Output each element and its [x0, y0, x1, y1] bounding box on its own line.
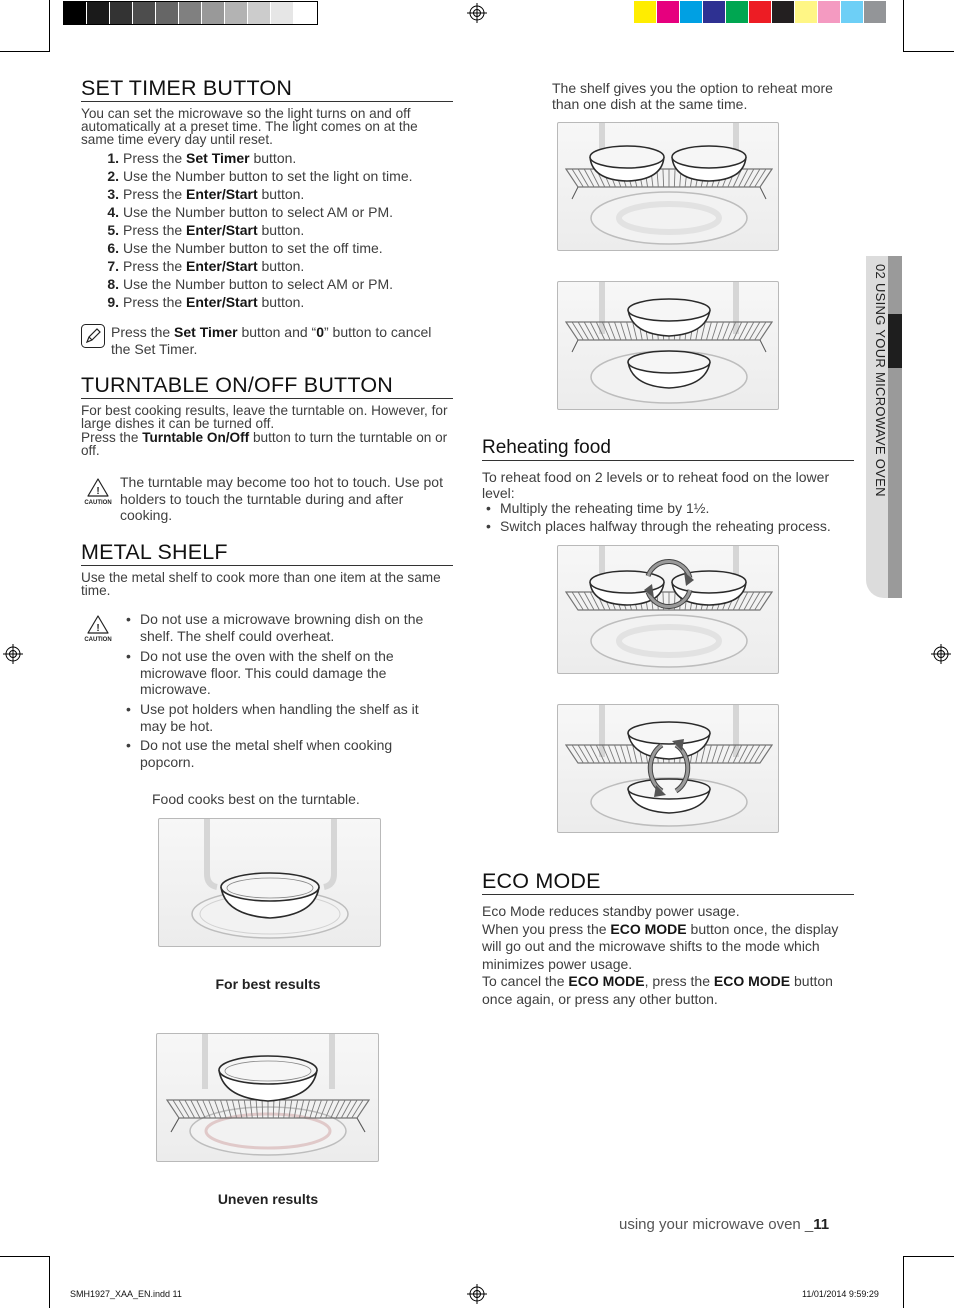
page-number: 11	[813, 1216, 830, 1233]
crop-mark	[49, 0, 50, 52]
registration-mark-icon	[467, 1284, 487, 1304]
color-swatch	[726, 1, 749, 23]
color-swatch	[156, 2, 179, 24]
shelf-bullet: • Do not use a microwave browning dish on the shelf. The shelf could overheat.	[126, 611, 424, 644]
step-text: Press the	[123, 186, 187, 202]
timer-step	[100, 276, 393, 292]
turntable-para1: For best cooking results, leave the turntable on. However, for large dishes it can be turned off.	[81, 403, 448, 431]
color-swatch-bar	[634, 1, 887, 23]
step-text: Use the Number button to select AM or PM.	[123, 204, 394, 220]
step-number: 4.	[107, 204, 119, 220]
eco-mode-line2: When you press the ECO MODE button once, the display will go out and the microwave shifts to the mode which minimizes power usage.	[482, 920, 839, 972]
color-swatch	[772, 1, 795, 23]
crop-mark	[904, 51, 954, 52]
step-text: Use the Number button to set the light on time.	[123, 168, 413, 184]
switch-levels-image	[558, 705, 780, 834]
crop-mark	[904, 1256, 954, 1257]
shelf-and-turntable-dishes-image	[558, 282, 780, 411]
heading-rule	[81, 101, 453, 102]
color-swatch	[657, 1, 680, 23]
eco-mode-heading: ECO MODE	[482, 869, 601, 893]
grayscale-swatch-bar	[63, 1, 318, 25]
step-text: button.	[249, 150, 297, 166]
step-number: 5.	[107, 222, 119, 238]
step-text: Press the	[123, 294, 187, 310]
step-button-name: Enter/Start	[186, 258, 258, 274]
timer-step	[100, 222, 304, 238]
switch-two-dishes-image	[558, 546, 780, 675]
color-swatch	[202, 2, 225, 24]
turntable-heading: TURNTABLE ON/OFF BUTTON	[81, 373, 393, 397]
crop-mark	[903, 1256, 904, 1308]
switch-levels-illustration	[557, 704, 779, 833]
caution-label: CAUTION	[84, 500, 112, 506]
two-dishes-on-shelf-illustration	[557, 122, 779, 251]
color-swatch	[64, 2, 87, 24]
print-file-name: SMH1927_XAA_EN.indd 11	[70, 1289, 182, 1299]
metal-shelf-intro: Use the metal shelf to cook more than one item at the same time.	[81, 570, 441, 598]
print-date: 11/01/2014 9:59:29	[802, 1289, 879, 1299]
timer-step	[100, 150, 296, 166]
timer-step	[100, 240, 383, 256]
heading-rule	[81, 398, 453, 399]
color-swatch	[110, 2, 133, 24]
color-swatch	[680, 1, 703, 23]
reheating-bullet: • Switch places halfway through the reheating process.	[486, 518, 831, 534]
step-text: button.	[257, 186, 305, 202]
best-results-illustration	[158, 818, 381, 947]
color-swatch	[248, 2, 271, 24]
dish-on-shelf-and-turntable-illustration	[557, 281, 779, 410]
registration-mark-icon	[467, 3, 487, 23]
color-swatch	[864, 1, 887, 23]
food-cooks-caption: Food cooks best on the turntable.	[152, 791, 360, 807]
heading-rule	[482, 894, 854, 895]
registration-mark-icon	[931, 644, 951, 664]
svg-text:!: !	[96, 486, 100, 497]
caution-warning-icon	[82, 615, 114, 637]
step-number: 8.	[107, 276, 119, 292]
eco-mode-body	[482, 903, 854, 1009]
section-side-tab	[866, 256, 902, 598]
color-swatch	[749, 1, 772, 23]
timer-step	[100, 294, 304, 310]
side-tab-marker	[888, 314, 902, 368]
step-text: button.	[257, 294, 305, 310]
heading-rule	[482, 460, 854, 461]
color-swatch	[294, 2, 317, 24]
step-text: Press the	[123, 222, 187, 238]
timer-step	[100, 168, 413, 184]
step-text: button.	[257, 258, 305, 274]
color-swatch	[87, 2, 110, 24]
color-swatch	[179, 2, 202, 24]
metal-shelf-heading: METAL SHELF	[81, 540, 228, 564]
color-swatch	[133, 2, 156, 24]
reheating-heading: Reheating food	[482, 437, 611, 458]
color-swatch	[818, 1, 841, 23]
turntable-dish-image	[159, 819, 382, 948]
step-text: Use the Number button to select AM or PM.	[123, 276, 394, 292]
color-swatch	[703, 1, 726, 23]
registration-mark-icon	[3, 644, 23, 664]
reheating-intro: To reheat food on 2 levels or to reheat food on the lower level:	[482, 469, 830, 501]
set-timer-note: Press the Set Timer button and “0” button to cancel the Set Timer.	[111, 324, 432, 357]
step-number: 9.	[107, 294, 119, 310]
best-results-caption: For best results	[215, 976, 321, 992]
shelf-bullet: • Do not use the metal shelf when cooking popcorn.	[126, 737, 393, 770]
turntable-para2: Press the Turntable On/Off button to turn the turntable on or off.	[81, 430, 448, 458]
set-timer-intro: You can set the microwave so the light turns on and off automatically at a preset time. The light comes on at the same time every day until reset.	[81, 106, 418, 147]
step-text: button.	[257, 222, 305, 238]
heading-rule	[81, 565, 453, 566]
step-button-name: Set Timer	[186, 150, 250, 166]
crop-mark	[0, 1256, 50, 1257]
step-text: Press the	[123, 150, 187, 166]
color-swatch	[795, 1, 818, 23]
caution-warning-icon	[82, 478, 114, 500]
note-pencil-icon	[81, 324, 105, 348]
uneven-results-illustration	[156, 1033, 379, 1162]
side-tab-bar	[888, 256, 902, 598]
crop-mark	[0, 51, 50, 52]
step-number: 1.	[107, 150, 119, 166]
shelf-dish-image	[157, 1034, 380, 1163]
color-swatch	[271, 2, 294, 24]
reheating-bullet: • Multiply the reheating time by 1½.	[486, 500, 710, 516]
shelf-bullet: • Use pot holders when handling the shelf as it may be hot.	[126, 701, 419, 734]
step-text: Use the Number button to set the off time.	[123, 240, 383, 256]
page-footer: using your microwave oven _11	[619, 1216, 830, 1233]
step-text: Press the	[123, 258, 187, 274]
side-tab-label: 02 USING YOUR MICROWAVE OVEN	[873, 264, 888, 497]
shelf-bullet: • Do not use the oven with the shelf on the microwave floor. This could damage the microwave.	[126, 648, 394, 697]
shelf-two-dishes-image	[558, 123, 780, 252]
step-button-name: Enter/Start	[186, 294, 258, 310]
set-timer-heading: SET TIMER BUTTON	[81, 76, 293, 100]
turntable-caution-text: The turntable may become too hot to touch. Use pot holders to touch the turntable during and after cooking.	[120, 474, 443, 523]
uneven-results-caption: Uneven results	[217, 1191, 319, 1207]
svg-text:!: !	[96, 623, 100, 634]
shelf-option-text: The shelf gives you the option to reheat more than one dish at the same time.	[552, 80, 833, 112]
eco-mode-line1: Eco Mode reduces standby power usage.	[482, 903, 740, 919]
step-number: 6.	[107, 240, 119, 256]
step-number: 3.	[107, 186, 119, 202]
step-number: 7.	[107, 258, 119, 274]
step-button-name: Enter/Start	[186, 222, 258, 238]
crop-mark	[49, 1256, 50, 1308]
eco-mode-line3: To cancel the ECO MODE, press the ECO MODE button once again, or press any other button.	[482, 973, 833, 1007]
color-swatch	[634, 1, 657, 23]
crop-mark	[903, 0, 904, 52]
switch-dishes-illustration	[557, 545, 779, 674]
color-swatch	[225, 2, 248, 24]
step-number: 2.	[107, 168, 119, 184]
step-button-name: Enter/Start	[186, 186, 258, 202]
color-swatch	[841, 1, 864, 23]
caution-label: CAUTION	[84, 637, 112, 643]
timer-step	[100, 258, 304, 274]
timer-step	[100, 204, 393, 220]
timer-step	[100, 186, 304, 202]
